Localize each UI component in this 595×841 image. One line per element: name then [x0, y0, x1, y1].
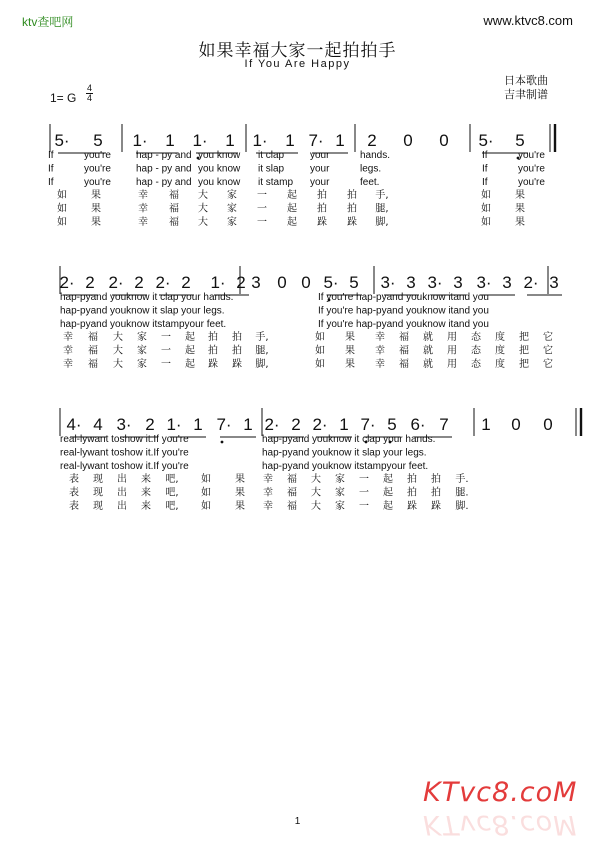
lyric-en-word: If [48, 177, 54, 188]
lyric-cn-char: 如 [57, 217, 67, 228]
lyric-cn-char: 福 [287, 474, 297, 485]
lyric-en-word: you're [518, 150, 545, 161]
lyric-en-word: you know [198, 150, 241, 161]
lyric-cn-char: 福 [287, 487, 297, 499]
page-number: 1 [294, 816, 301, 827]
lyric-en-word: If [48, 150, 54, 161]
lyric-cn-char: 一 [161, 345, 171, 357]
lyric-en-word: you know [198, 163, 241, 175]
lyric-cn-char: 大 [113, 345, 123, 357]
lyric-en-word: feet. [360, 177, 380, 188]
lyric-cn-char: 腿, [255, 345, 269, 357]
lyric-cn-char: 用 [447, 345, 457, 357]
jianpu-note: 1 [339, 415, 349, 434]
lyric-cn-char: 福 [399, 345, 409, 357]
lyric-cn-char: 腿. [455, 487, 469, 499]
jianpu-note: 5 [93, 131, 103, 150]
origin-country: 日本歌曲 [504, 74, 548, 87]
watermark-logo: KTvc8.coM [423, 777, 578, 808]
jianpu-note: 1 [225, 131, 235, 150]
lyric-cn-char: 拍 [208, 345, 218, 357]
key-signature: 1= G [50, 91, 77, 105]
lyric-cn-char: 如 [57, 190, 67, 201]
jianpu-note: 3 [406, 273, 416, 292]
lyric-cn-char: 起 [383, 474, 393, 485]
lyric-cn-char: 大 [311, 474, 321, 485]
lyric-cn-char: 拍 [232, 332, 242, 343]
lyric-cn-char: 手, [375, 190, 389, 201]
lyric-cn-char: 表 [69, 474, 79, 485]
lyric-cn-char: 幸 [63, 332, 73, 343]
lyric-cn-char: 起 [287, 217, 297, 228]
lyric-cn-char: 家 [227, 190, 237, 201]
lyric-en-word: you're [518, 163, 545, 175]
lyric-cn-char: 幸 [375, 359, 385, 370]
jianpu-note: 0 [511, 415, 521, 434]
lyric-cn-char: 家 [137, 345, 147, 357]
jianpu-note: 1 [335, 131, 345, 150]
lyric-cn-char: 一 [359, 501, 369, 512]
lyric-en-word: your [310, 150, 330, 161]
lyric-cn-char: 拍 [347, 203, 357, 215]
lyric-cn-char: 一 [161, 359, 171, 370]
lyric-cn-char: 果 [235, 501, 245, 512]
jianpu-note: 1· [192, 131, 208, 150]
lyric-cn-char: 果 [345, 359, 355, 370]
jianpu-note: 6· [410, 415, 426, 434]
lyric-cn-char: 现 [93, 474, 103, 485]
jianpu-note: 3 [251, 273, 261, 292]
jianpu-note: 4· [66, 415, 82, 434]
lyric-en-word: hap-pyand youknow it slap your legs. [60, 305, 225, 317]
jianpu-note: 1 [243, 415, 253, 434]
jianpu-note: 2· [108, 273, 124, 292]
jianpu-note: 2 [85, 273, 95, 292]
lyric-cn-char: 幸 [263, 501, 273, 512]
lyric-cn-char: 如 [57, 203, 67, 215]
jianpu-note: 5 [349, 273, 359, 292]
lyric-cn-char: 吧, [165, 474, 179, 485]
jianpu-note: 1 [285, 131, 295, 150]
lyric-en-word: hap-pyand youknow itstampyour feet. [262, 461, 429, 472]
jianpu-note: 2· [155, 273, 171, 292]
lyric-cn-char: 果 [345, 332, 355, 343]
lyric-cn-char: 果 [91, 217, 101, 228]
lyric-cn-char: 大 [198, 217, 208, 228]
lyric-cn-char: 吧, [165, 487, 179, 499]
lyric-en-word: hap-pyand youknow it clap your hands. [262, 434, 436, 445]
lyric-cn-char: 现 [93, 487, 103, 499]
lyric-cn-char: 如 [315, 332, 325, 343]
lyric-cn-char: 把 [519, 345, 529, 357]
jianpu-note: 5· [323, 273, 339, 292]
lyric-cn-char: 拍 [407, 487, 417, 499]
watermark-reflection: KTvc8.coM [423, 809, 578, 840]
lyric-cn-char: 度 [495, 345, 505, 357]
lyric-cn-char: 表 [69, 487, 79, 499]
jianpu-note: 7· [216, 415, 232, 434]
lyric-en-word: hap - py and [136, 163, 192, 175]
lyric-cn-char: 一 [257, 190, 267, 201]
lyric-cn-char: 幸 [375, 332, 385, 343]
lyric-cn-char: 来 [141, 501, 151, 512]
lyric-cn-char: 拍 [347, 190, 357, 201]
lyric-cn-char: 起 [287, 190, 297, 201]
lyric-cn-char: 果 [91, 190, 101, 201]
lyric-cn-char: 果 [515, 217, 525, 228]
lyric-cn-char: 手. [455, 474, 469, 485]
lyric-en-word: If [482, 163, 488, 175]
lyric-cn-char: 就 [423, 332, 433, 343]
lyric-cn-char: 脚, [255, 359, 269, 370]
lyric-cn-char: 如 [201, 474, 211, 485]
lyric-cn-char: 幸 [263, 474, 273, 485]
lyric-en-word: it stamp [258, 177, 294, 188]
lyric-cn-char: 家 [137, 332, 147, 343]
jianpu-note: 2· [523, 273, 539, 292]
lyric-cn-char: 幸 [63, 345, 73, 357]
lyric-cn-char: 度 [495, 332, 505, 343]
lyric-en-word: your [310, 163, 330, 175]
lyric-cn-char: 如 [201, 487, 211, 499]
meter-bottom: 4 [86, 93, 92, 103]
lyric-cn-char: 手, [255, 332, 269, 343]
lyric-cn-char: 把 [519, 359, 529, 370]
lyric-cn-char: 大 [113, 332, 123, 343]
lyric-cn-char: 一 [359, 474, 369, 485]
jianpu-note: 4 [93, 415, 103, 434]
jianpu-note: 3· [116, 415, 132, 434]
lyric-cn-char: 起 [185, 359, 195, 370]
lyric-cn-char: 出 [117, 501, 127, 512]
lyric-cn-char: 幸 [138, 203, 148, 215]
jianpu-note: 1 [165, 131, 175, 150]
lyric-cn-char: 跺 [317, 217, 327, 228]
lyric-en-word: hap-pyand youknow itstampyour feet. [60, 319, 227, 330]
jianpu-note: 2 [291, 415, 301, 434]
lyric-cn-char: 把 [519, 332, 529, 343]
lyric-cn-char: 幸 [63, 359, 73, 370]
jianpu-note: 3· [427, 273, 443, 292]
jianpu-note: 1 [193, 415, 203, 434]
lyric-cn-char: 起 [383, 487, 393, 499]
lyric-en-word: you're [84, 163, 111, 175]
lyric-cn-char: 幸 [375, 345, 385, 357]
jianpu-note: 0 [403, 131, 413, 150]
lyric-cn-char: 幸 [138, 190, 148, 201]
lyric-cn-char: 福 [399, 359, 409, 370]
lyric-cn-char: 果 [235, 474, 245, 485]
lyric-cn-char: 来 [141, 487, 151, 499]
lyric-cn-char: 一 [257, 203, 267, 215]
lyric-cn-char: 福 [169, 217, 179, 228]
song-title: 如果幸福大家一起拍拍手 [198, 41, 397, 61]
lyric-en-word: If [482, 150, 488, 161]
lyric-cn-char: 就 [423, 359, 433, 370]
jianpu-note: 7· [308, 131, 324, 150]
lyric-en-word: If you're hap-pyand youknow itand you [318, 319, 489, 330]
lyric-cn-char: 它 [543, 359, 553, 370]
lyric-cn-char: 脚. [455, 501, 469, 512]
lyric-cn-char: 家 [227, 217, 237, 228]
jianpu-note: 3· [380, 273, 396, 292]
lyric-cn-char: 如 [315, 345, 325, 357]
lyric-cn-char: 福 [169, 190, 179, 201]
lyric-cn-char: 跺 [347, 217, 357, 228]
lyric-cn-char: 腿, [375, 203, 389, 215]
lyric-cn-char: 家 [335, 487, 345, 499]
site-url: www.ktvc8.com [483, 13, 573, 28]
lyric-en-word: If you're hap-pyand youknow itand you [318, 305, 489, 317]
lyric-cn-char: 出 [117, 474, 127, 485]
jianpu-note: 1· [166, 415, 182, 434]
lyric-cn-char: 一 [359, 487, 369, 499]
lyric-cn-char: 跺 [208, 359, 218, 370]
lower-octave-dot [221, 441, 224, 444]
jianpu-note: 5 [387, 415, 397, 434]
lyric-cn-char: 出 [117, 487, 127, 499]
lyric-cn-char: 就 [423, 345, 433, 357]
lyric-cn-char: 福 [88, 345, 98, 357]
lyric-cn-char: 如 [201, 501, 211, 512]
lyric-cn-char: 拍 [317, 190, 327, 201]
score-system-1 [0, 118, 595, 248]
jianpu-note: 5 [515, 131, 525, 150]
lyric-en-word: real-lywant toshow it.If you're [60, 447, 189, 459]
jianpu-note: 2 [236, 273, 246, 292]
lyric-en-word: If [482, 177, 488, 188]
lyric-cn-char: 度 [495, 359, 505, 370]
site-logo-text: ktv查吧网 [22, 15, 74, 29]
lyric-cn-char: 用 [447, 332, 457, 343]
lyric-cn-char: 态 [471, 359, 481, 370]
jianpu-note: 2 [367, 131, 377, 150]
jianpu-note: 0 [439, 131, 449, 150]
lyric-cn-char: 果 [515, 190, 525, 201]
lyric-cn-char: 起 [185, 345, 195, 357]
jianpu-note: 2· [59, 273, 75, 292]
lyric-en-word: you're [518, 177, 545, 188]
lyric-cn-char: 拍 [431, 474, 441, 485]
lyric-cn-char: 大 [198, 190, 208, 201]
jianpu-note: 7 [439, 415, 449, 434]
lyric-cn-char: 如 [481, 190, 491, 201]
jianpu-note: 3 [502, 273, 512, 292]
lyric-cn-char: 拍 [232, 345, 242, 357]
lyric-cn-char: 态 [471, 332, 481, 343]
lyric-cn-char: 家 [335, 501, 345, 512]
lyric-cn-char: 拍 [317, 203, 327, 215]
song-subtitle: If You Are Happy [244, 58, 351, 70]
lyric-cn-char: 跺 [431, 501, 441, 512]
lyric-cn-char: 它 [543, 332, 553, 343]
lyric-en-word: If [48, 163, 54, 175]
lyric-en-word: you're [84, 150, 111, 161]
lyric-cn-char: 现 [93, 501, 103, 512]
lyric-cn-char: 吧, [165, 501, 179, 512]
time-signature [86, 84, 93, 103]
song-origin [504, 74, 548, 102]
jianpu-note: 3· [476, 273, 492, 292]
lyric-cn-char: 起 [383, 501, 393, 512]
jianpu-note: 1 [481, 415, 491, 434]
lyric-en-word: you're [84, 177, 111, 188]
lyric-cn-char: 大 [311, 501, 321, 512]
lyric-cn-char: 拍 [407, 474, 417, 485]
lyric-cn-char: 起 [287, 203, 297, 215]
lyric-en-word: hap - py and [136, 177, 192, 188]
lyric-en-word: real-lywant toshow it.If you're [60, 461, 189, 472]
lyric-cn-char: 果 [515, 203, 525, 215]
lyric-cn-char: 家 [335, 474, 345, 485]
lyric-en-word: your [310, 177, 330, 188]
lyric-cn-char: 表 [69, 501, 79, 512]
lyric-en-word: hands. [360, 150, 391, 161]
lyric-cn-char: 脚, [375, 217, 389, 228]
lyric-en-word: If you're hap-pyand youknow itand you [318, 292, 489, 303]
lyric-cn-char: 它 [543, 345, 553, 357]
lyric-cn-char: 幸 [263, 487, 273, 499]
lyric-en-word: hap-pyand youknow it slap your legs. [262, 447, 427, 459]
lyric-cn-char: 一 [161, 332, 171, 343]
lyric-cn-char: 拍 [208, 332, 218, 343]
lyric-cn-char: 幸 [138, 217, 148, 228]
lyric-en-word: legs. [360, 163, 382, 175]
lyric-en-word: you know [198, 177, 241, 188]
lyric-cn-char: 如 [481, 203, 491, 215]
jianpu-note: 0 [277, 273, 287, 292]
jianpu-note: 2 [181, 273, 191, 292]
jianpu-note: 0 [301, 273, 311, 292]
score-system-2 [0, 260, 595, 390]
jianpu-note: 2· [312, 415, 328, 434]
lyric-en-word: hap-pyand youknow it clap your hands. [60, 292, 234, 303]
lyric-cn-char: 福 [287, 501, 297, 512]
lyric-en-word: real-lywant toshow it.If you're [60, 434, 189, 445]
jianpu-note: 2· [264, 415, 280, 434]
jianpu-note: 3 [549, 273, 559, 292]
lyric-cn-char: 福 [399, 332, 409, 343]
lyric-en-word: hap - py and [136, 150, 192, 161]
jianpu-note: 2 [134, 273, 144, 292]
lyric-cn-char: 果 [91, 203, 101, 215]
lyric-cn-char: 福 [169, 203, 179, 215]
lyric-cn-char: 如 [481, 217, 491, 228]
meter-top: 4 [86, 83, 92, 93]
lyric-cn-char: 如 [315, 359, 325, 370]
lyric-cn-char: 跺 [407, 501, 417, 512]
jianpu-note: 0 [543, 415, 553, 434]
jianpu-note: 5· [54, 131, 70, 150]
lyric-cn-char: 来 [141, 474, 151, 485]
lyric-cn-char: 福 [88, 332, 98, 343]
jianpu-note: 3 [453, 273, 463, 292]
jianpu-note: 1· [132, 131, 148, 150]
lyric-cn-char: 大 [311, 487, 321, 499]
lyric-cn-char: 福 [88, 359, 98, 370]
lyric-cn-char: 果 [345, 345, 355, 357]
lyric-cn-char: 果 [235, 487, 245, 499]
lyric-cn-char: 起 [185, 332, 195, 343]
lyric-cn-char: 拍 [431, 487, 441, 499]
score-system-3 [0, 402, 595, 532]
lyric-cn-char: 大 [113, 359, 123, 370]
lyric-cn-char: 一 [257, 217, 267, 228]
lyric-cn-char: 用 [447, 359, 457, 370]
jianpu-note: 2 [145, 415, 155, 434]
jianpu-note: 5· [478, 131, 494, 150]
lyric-cn-char: 态 [471, 345, 481, 357]
lyric-cn-char: 家 [137, 359, 147, 370]
jianpu-note: 1· [252, 131, 268, 150]
lyric-cn-char: 跺 [232, 359, 242, 370]
jianpu-note: 7· [360, 415, 376, 434]
transcriber: 吉聿制谱 [504, 88, 548, 101]
lyric-cn-char: 家 [227, 203, 237, 215]
lyric-cn-char: 大 [198, 203, 208, 215]
lyric-en-word: it slap [258, 163, 285, 175]
lyric-en-word: it clap [258, 150, 285, 161]
jianpu-note: 1· [210, 273, 226, 292]
